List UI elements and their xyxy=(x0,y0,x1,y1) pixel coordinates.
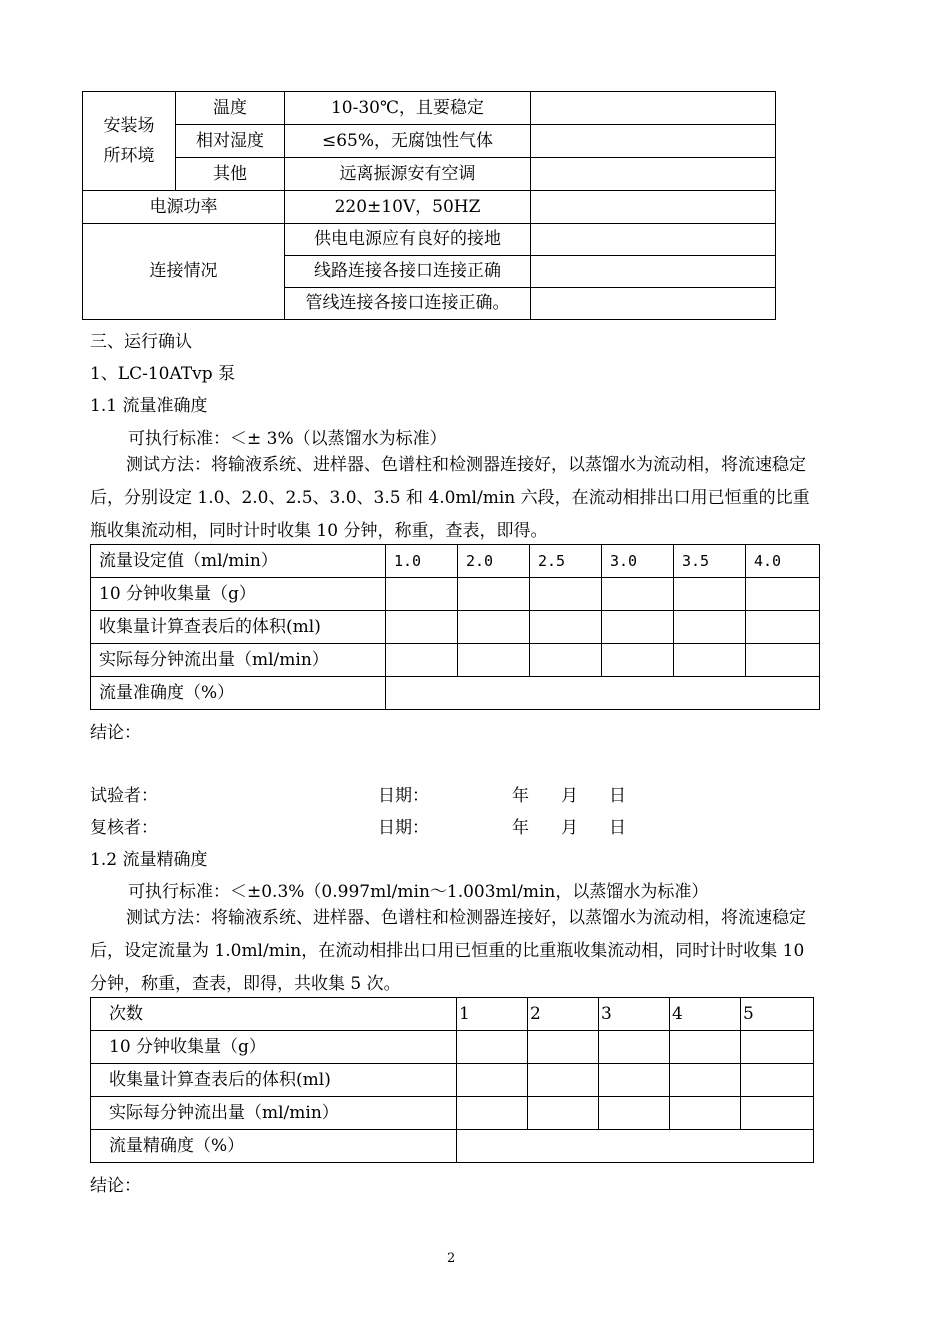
s11-cell xyxy=(746,578,820,611)
s11-cell xyxy=(530,644,602,677)
power-value: 220±10V，50HZ xyxy=(285,191,531,224)
s11-final-row-label: 流量准确度（%） xyxy=(91,677,386,710)
s12-cell xyxy=(528,1031,599,1064)
s12-cell xyxy=(457,1064,528,1097)
s11-header-label: 流量设定值（ml/min） xyxy=(91,545,386,578)
s12-cell xyxy=(670,1097,741,1130)
s11-standard: 可执行标准：＜± 3%（以蒸馏水为标准） xyxy=(128,429,447,449)
connection-item: 供电电源应有良好的接地 xyxy=(285,224,531,256)
s12-cell xyxy=(670,1031,741,1064)
s11-row-label: 收集量计算查表后的体积(ml) xyxy=(91,611,386,644)
s12-cell xyxy=(741,1064,814,1097)
s11-cell xyxy=(674,644,746,677)
s11-conclusion: 结论： xyxy=(90,723,141,743)
s11-cell xyxy=(458,611,530,644)
power-label: 电源功率 xyxy=(83,191,285,224)
reviewer-month: 月 xyxy=(561,818,578,838)
section-title: 三、运行确认 xyxy=(90,332,192,352)
env-value-other: 远离振源安有空调 xyxy=(285,158,531,191)
flow-precision-table xyxy=(90,997,814,1163)
env-group-label: 安装场 所环境 xyxy=(83,92,176,191)
s12-column-header: 2 xyxy=(528,998,599,1031)
s11-column-header: 2.0 xyxy=(458,545,530,578)
s12-cell xyxy=(599,1097,670,1130)
pump-title: 1、LC-10ATvp 泵 xyxy=(90,364,236,384)
s11-cell xyxy=(746,611,820,644)
s12-cell xyxy=(528,1064,599,1097)
s12-standard: 可执行标准：＜±0.3%（0.997ml/min～1.003ml/min，以蒸馏水为标准） xyxy=(128,882,709,902)
s11-column-header: 4.0 xyxy=(746,545,820,578)
s12-cell xyxy=(599,1064,670,1097)
s11-cell xyxy=(602,644,674,677)
env-result-cell xyxy=(531,92,776,125)
s12-row-label: 收集量计算查表后的体积(ml) xyxy=(91,1064,457,1097)
tester-label: 试验者： xyxy=(90,786,158,806)
connection-item: 管线连接各接口连接正确。 xyxy=(285,288,531,320)
env-result-cell xyxy=(531,158,776,191)
connection-result-cell xyxy=(531,224,776,256)
s12-column-header: 1 xyxy=(457,998,528,1031)
s12-cell xyxy=(741,1097,814,1130)
s12-row-label: 实际每分钟流出量（ml/min） xyxy=(91,1097,457,1130)
s12-final-row-label: 流量精确度（%） xyxy=(91,1130,457,1163)
s11-column-header: 3.0 xyxy=(602,545,674,578)
s11-column-header: 1.0 xyxy=(386,545,458,578)
connection-label: 连接情况 xyxy=(83,224,285,320)
s12-column-header: 4 xyxy=(670,998,741,1031)
environment-table xyxy=(82,91,776,320)
s11-row-label: 10 分钟收集量（g） xyxy=(91,578,386,611)
connection-result-cell xyxy=(531,256,776,288)
env-label-other: 其他 xyxy=(176,158,285,191)
s12-cell xyxy=(528,1097,599,1130)
s11-cell xyxy=(458,578,530,611)
s12-column-header: 5 xyxy=(741,998,814,1031)
s12-header-label: 次数 xyxy=(91,998,457,1031)
s11-method: 测试方法：将输液系统、进样器、色谱柱和检测器连接好，以蒸馏水为流动相，将流速稳定后，分别设定 1.0、2.0、2.5、3.0、3.5 和 4.0ml/min 六段，在流动相排出口用已恒重的比重瓶收集流动相，同时计时收集 10 分钟，称重，查表，即得。 xyxy=(90,455,810,541)
s12-cell xyxy=(457,1097,528,1130)
s11-cell xyxy=(746,644,820,677)
s12-final-row-value xyxy=(457,1130,814,1163)
tester-day: 日 xyxy=(609,786,626,806)
s12-row-label: 10 分钟收集量（g） xyxy=(91,1031,457,1064)
env-label-temperature: 温度 xyxy=(176,92,285,125)
s11-cell xyxy=(386,578,458,611)
s11-row-label: 实际每分钟流出量（ml/min） xyxy=(91,644,386,677)
env-label-humidity: 相对湿度 xyxy=(176,125,285,158)
env-result-cell xyxy=(531,125,776,158)
flow-accuracy-table xyxy=(90,544,820,710)
connection-result-cell xyxy=(531,288,776,320)
power-result-cell xyxy=(531,191,776,224)
s11-cell xyxy=(530,611,602,644)
s11-column-header: 3.5 xyxy=(674,545,746,578)
s11-final-row-value xyxy=(386,677,820,710)
reviewer-label: 复核者： xyxy=(90,818,158,838)
s12-cell xyxy=(457,1031,528,1064)
s12-cell xyxy=(599,1031,670,1064)
s12-conclusion: 结论： xyxy=(90,1176,141,1196)
page-number: 2 xyxy=(447,1251,456,1266)
s11-cell xyxy=(674,578,746,611)
tester-year: 年 xyxy=(512,786,529,806)
s11-cell xyxy=(386,611,458,644)
s12-cell xyxy=(670,1064,741,1097)
s11-cell xyxy=(386,644,458,677)
s12-title: 1.2 流量精确度 xyxy=(90,850,208,870)
s12-cell xyxy=(741,1031,814,1064)
s11-column-header: 2.5 xyxy=(530,545,602,578)
s11-cell xyxy=(458,644,530,677)
s11-title: 1.1 流量准确度 xyxy=(90,396,208,416)
connection-item: 线路连接各接口连接正确 xyxy=(285,256,531,288)
tester-date-label: 日期： xyxy=(378,786,429,806)
env-value-temperature: 10-30℃，且要稳定 xyxy=(285,92,531,125)
s11-cell xyxy=(530,578,602,611)
s12-method: 测试方法：将输液系统、进样器、色谱柱和检测器连接好，以蒸馏水为流动相，将流速稳定后，设定流量为 1.0ml/min，在流动相排出口用已恒重的比重瓶收集流动相，同时计时收集 10 分钟，称重，查表，即得，共收集 5 次。 xyxy=(90,908,806,994)
s11-cell xyxy=(602,611,674,644)
s11-cell xyxy=(602,578,674,611)
env-value-humidity: ≤65%，无腐蚀性气体 xyxy=(285,125,531,158)
reviewer-day: 日 xyxy=(609,818,626,838)
reviewer-year: 年 xyxy=(512,818,529,838)
tester-month: 月 xyxy=(561,786,578,806)
s12-column-header: 3 xyxy=(599,998,670,1031)
reviewer-date-label: 日期： xyxy=(378,818,429,838)
s11-cell xyxy=(674,611,746,644)
